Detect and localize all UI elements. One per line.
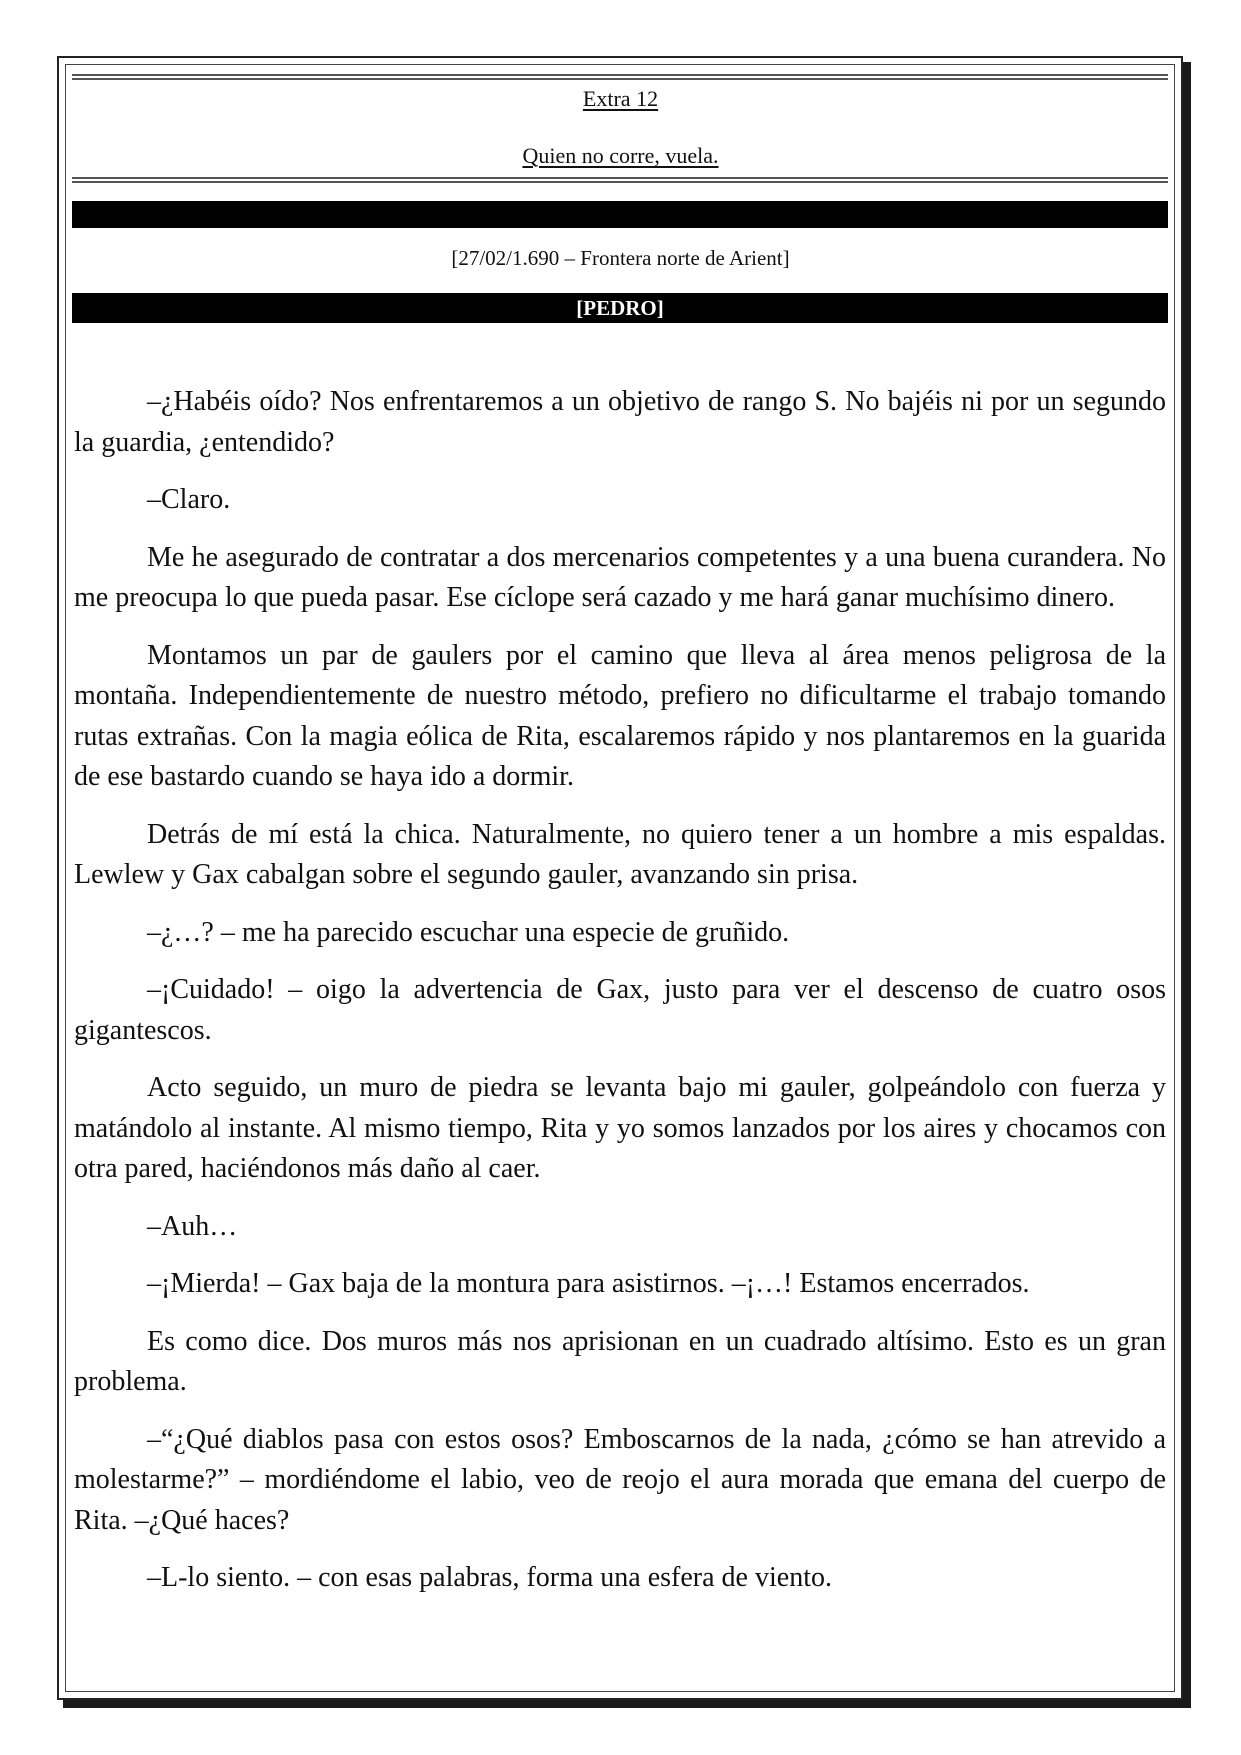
paragraph: –Auh… [147,1210,238,1242]
paragraph: –L-lo siento. – con esas palabras, forma una esfera de viento. [147,1562,832,1593]
paragraph: Acto seguido, un muro de piedra se levanta bajo mi gauler, golpeándolo con fuerza y matándolo al instante. Al mismo tiempo, Rita y yo somos lanzados por los aires y chocamos con otra pared, haciéndonos más daño al caer. [74,1072,1166,1184]
paragraph: –¿Habéis oído? Nos enfrentaremos a un objetivo de rango S. No bajéis ni por un segundo la guardia, ¿entendido? [74,386,1166,458]
section-divider-bar [72,201,1168,228]
pov-banner [72,293,1168,323]
paragraph: Detrás de mí está la chica. Naturalmente, no quiero tener a un hombre a mis espaldas. Lewlew y Gax cabalgan sobre el segundo gauler, avanzando sin prisa. [74,818,1166,890]
middle-double-rule [72,177,1168,183]
paragraph: –Claro. [147,484,231,515]
body-text [74,382,1166,1616]
date-location-line: [27/02/1.690 – Frontera norte de Arient] [451,246,790,270]
paragraph: Es como dice. Dos muros más nos aprisionan en un cuadrado altísimo. Esto es un gran problema. [74,1325,1166,1397]
chapter-title: Quien no corre, vuela. [522,143,719,168]
paragraph: –“¿Qué diablos pasa con estos osos? Emboscarnos de la nada, ¿cómo se han atrevido a molestarme?” – mordiéndome el labio, veo de reojo el aura morada que emana del cuerpo de Rita. –¿Qué haces? [74,1423,1166,1536]
paragraph: –¿…? – me ha parecido escuchar una especie de gruñido. [147,916,790,948]
paragraph: Montamos un par de gaulers por el camino que lleva al área menos peligrosa de la montaña. Independientemente de nuestro método, prefiero no dificultarme el trabajo tomando rutas extrañas. Con la magia eólica de Rita, escalaremos rápido y nos plantaremos en la guarida de ese bastardo cuando se haya ido a dormir. [74,639,1166,792]
paragraph: –¡Cuidado! – oigo la advertencia de Gax, justo para ver el descenso de cuatro osos gigantescos. [74,974,1166,1046]
paragraph: –¡Mierda! – Gax baja de la montura para asistirnos. –¡…! Estamos encerrados. [147,1268,1030,1299]
top-double-rule [72,74,1168,80]
extra-label: Extra 12 [582,86,659,111]
pov-label: [PEDRO] [576,296,664,320]
paragraph: Me he asegurado de contratar a dos mercenarios competentes y a una buena curandera. No me preocupa lo que pueda pasar. Ese cíclope será cazado y me hará ganar muchísimo dinero. [74,541,1166,613]
